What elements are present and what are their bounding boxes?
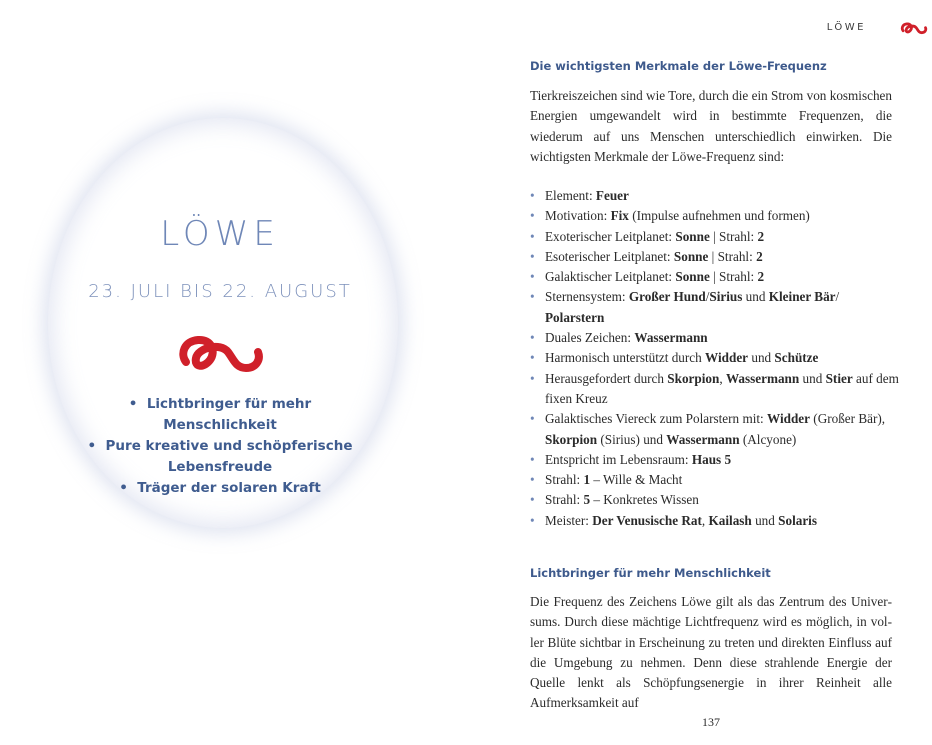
keyword-item: • Lichtbringer für mehr Menschlichkeit <box>80 394 360 436</box>
list-text: Sternensystem: <box>545 289 629 305</box>
list-text: – Konkretes Wissen <box>590 492 699 508</box>
list-text: Element: <box>545 188 596 203</box>
bold-term: Widder <box>767 411 810 427</box>
bold-term: Polarstern <box>545 309 605 325</box>
keyword-list <box>80 394 360 499</box>
list-item <box>530 267 900 287</box>
bold-term: 2 <box>757 269 765 285</box>
intro-paragraph: Tierkreiszeichen sind wie Tore, durch die ein Strom von kosmischen Energien umgewandelt wird in bestimmte Frequenzen, die wiederum auf uns Menschen unterschiedlich einwirken. Die wichtigsten Merkmale der Löwe-Frequenz sind: <box>530 88 892 164</box>
list-item <box>530 450 900 470</box>
list-text: / <box>835 289 840 305</box>
leo-symbol-icon <box>900 21 928 35</box>
list-item <box>530 287 900 328</box>
list-text: Strahl: <box>545 492 584 508</box>
bold-term: 5 <box>583 492 591 508</box>
list-text: und <box>799 370 826 386</box>
list-item <box>530 511 900 531</box>
section-heading-lightbringer: Lichtbringer für mehr Menschlichkeit <box>530 566 771 580</box>
keyword-item: • Träger der solaren Kraft <box>80 478 360 499</box>
right-page <box>466 0 932 745</box>
bold-term: Wassermann <box>634 330 708 346</box>
list-text: / <box>705 289 710 305</box>
sign-title: LÖWE <box>160 214 280 254</box>
list-text: (Sirius) und <box>597 431 667 447</box>
bold-term: Skorpion <box>545 431 598 447</box>
list-item <box>530 227 900 247</box>
list-text: und <box>751 512 779 528</box>
list-item <box>530 348 900 368</box>
list-text: , <box>719 370 726 386</box>
list-text: Herausgefordert durch <box>545 370 668 386</box>
list-text: | Strahl: <box>709 228 758 244</box>
list-item <box>530 369 900 410</box>
bold-term: Schütze <box>774 350 819 366</box>
section-heading-features: Die wichtigsten Merkmale der Löwe-Frequenz <box>530 59 827 73</box>
list-text: Entspricht im Lebensraum: <box>545 451 692 467</box>
list-text: Strahl: <box>545 472 584 488</box>
list-text: auf dem fixen Kreuz <box>545 370 899 406</box>
list-item <box>530 490 900 510</box>
list-text: und <box>742 289 769 305</box>
bold-term: Sonne <box>673 248 709 264</box>
list-item <box>530 247 900 267</box>
page-number: 137 <box>702 715 720 729</box>
list-text: Motivation: <box>545 208 611 224</box>
bold-term: Wassermann <box>666 431 740 447</box>
list-text: Harmonisch unterstützt durch <box>545 350 706 366</box>
list-text: (Großer Bär), <box>810 411 886 427</box>
bold-term: Skorpion <box>667 370 720 386</box>
bold-term: Der Venusische Rat <box>592 512 702 528</box>
list-text: | Strahl: <box>708 248 757 264</box>
list-text: Galaktischer Leitplanet: <box>545 269 676 285</box>
bold-term: Großer Hund <box>628 289 706 305</box>
list-text: (Impulse aufnehmen und formen) <box>628 208 810 224</box>
list-text: (Alcyone) <box>739 431 797 447</box>
bold-term: Sonne <box>675 269 710 285</box>
bold-term: Stier <box>825 370 853 386</box>
bold-term: 2 <box>757 228 765 244</box>
list-item <box>530 186 900 206</box>
bold-term: Sirius <box>709 289 743 305</box>
bold-term: Sonne <box>675 228 710 244</box>
list-text: Meister: <box>545 512 593 528</box>
bold-term: Widder <box>705 350 749 366</box>
list-item <box>530 409 900 450</box>
features-list <box>530 186 900 531</box>
list-text: Esoterischer Leitplanet: <box>545 248 674 264</box>
body-paragraph: Die Frequenz des Zeichens Löwe gilt als das Zentrum des Universums. Durch diese mächtige Lichtfrequenz wird es möglich, in voller Blüte sichtbar in Erscheinung zu treten und direkten Einfluss auf die Umgebung zu nehmen. Denn diese strahlende Energie der Quelle lenkt als Schöpfungsenergie in ihrer Reinheit alle Aufmerksamkeit auf <box>530 594 892 711</box>
leo-symbol-icon <box>176 332 266 374</box>
list-text: und <box>748 350 775 366</box>
bold-term: Fix <box>610 208 629 224</box>
list-item <box>530 328 900 348</box>
list-item <box>530 470 900 490</box>
list-text: – Wille & Macht <box>590 472 683 488</box>
list-item <box>530 206 900 226</box>
sign-dates: 23. JULI BIS 22. AUGUST <box>88 281 352 302</box>
list-text: Exoterischer Leitplanet: <box>545 228 676 244</box>
list-text: Galaktisches Viereck zum Polarstern mit: <box>545 411 767 427</box>
keyword-item: • Pure kreative und schöpferische Lebensfreude <box>80 436 360 478</box>
list-text: | Strahl: <box>709 269 758 285</box>
running-head: LÖWE <box>826 22 866 33</box>
bold-term: Kailash <box>708 512 752 528</box>
bold-term: 2 <box>756 248 763 264</box>
bold-term: Kleiner Bär <box>768 289 836 305</box>
bold-term: 1 <box>583 472 591 488</box>
bold-term: Solaris <box>778 512 817 528</box>
list-text: , <box>701 512 709 528</box>
bold-term: Wassermann <box>725 370 800 386</box>
bold-term: Feuer <box>595 188 629 203</box>
bold-term: Haus 5 <box>691 451 732 467</box>
list-text: Duales Zeichen: <box>545 330 635 346</box>
